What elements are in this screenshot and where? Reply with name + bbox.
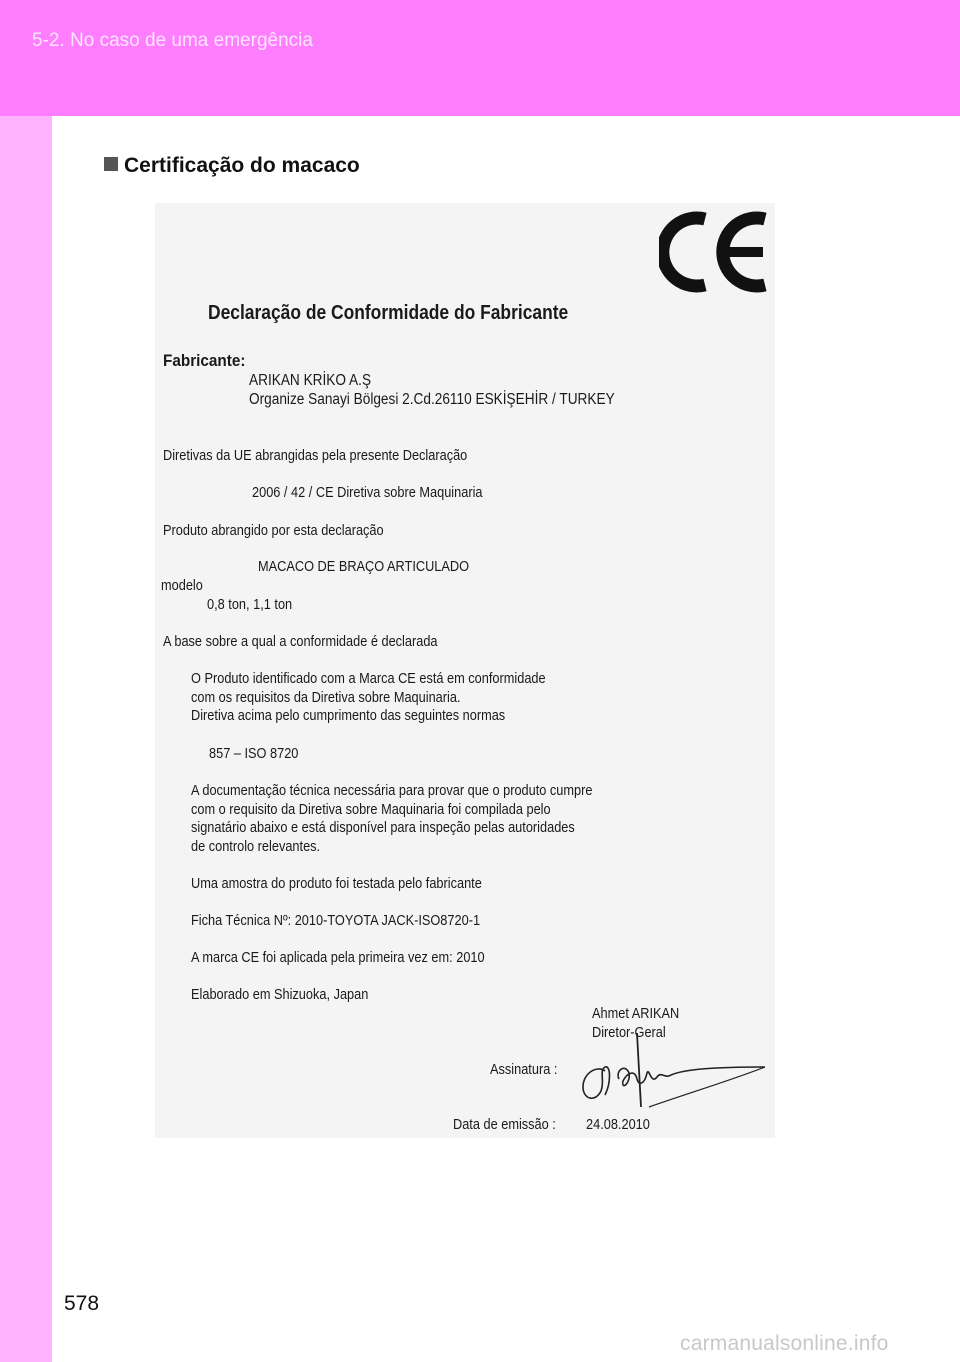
- documentation-line: com o requisito da Diretiva sobre Maquinaria foi compilada pelo: [191, 802, 551, 818]
- issued-at: Elaborado em Shizuoka, Japan: [191, 987, 369, 1003]
- ce-mark-icon: [659, 209, 769, 295]
- product-name: MACACO DE BRAÇO ARTICULADO: [258, 559, 470, 575]
- manufacturer-name: ARIKAN KRİKO A.Ş: [249, 372, 372, 389]
- signature-icon: [575, 1033, 771, 1113]
- page-number: 578: [64, 1292, 100, 1315]
- ce-first-applied: A marca CE foi aplicada pela primeira vez em: 2010: [191, 950, 485, 966]
- technical-file: Ficha Técnica Nº: 2010-TOYOTA JACK-ISO8720-1: [191, 913, 481, 929]
- basis-line: O Produto identificado com a Marca CE está em conformidade: [191, 671, 546, 687]
- watermark: carmanualsonline.info: [680, 1332, 889, 1355]
- manufacturer-label: Fabricante:: [163, 351, 246, 370]
- chapter-title: 5-2. No caso de uma emergência: [32, 30, 313, 51]
- header-band: [0, 0, 960, 116]
- section-title-text: Certificação do macaco: [124, 154, 360, 177]
- directives-label: Diretivas da UE abrangidas pela presente Declaração: [163, 448, 468, 464]
- documentation-line: de controlo relevantes.: [191, 839, 321, 855]
- signatory-name: Ahmet ARIKAN: [592, 1006, 680, 1022]
- signature-label: Assinatura :: [490, 1062, 558, 1078]
- section-heading: [104, 154, 360, 178]
- basis-line: Diretiva acima pelo cumprimento das seguintes normas: [191, 708, 506, 724]
- certificate-image: [155, 203, 775, 1138]
- declaration-title: Declaração de Conformidade do Fabricante: [208, 301, 569, 324]
- product-label: Produto abrangido por esta declaração: [163, 523, 384, 539]
- basis-line: com os requisitos da Diretiva sobre Maquinaria.: [191, 690, 461, 706]
- model-label: modelo: [161, 578, 203, 594]
- model-value: 0,8 ton, 1,1 ton: [207, 597, 293, 613]
- issue-date: 24.08.2010: [586, 1117, 650, 1133]
- signatory-title: Diretor-Geral: [592, 1025, 666, 1041]
- side-margin-band: [0, 116, 52, 1362]
- manufacturer-address: Organize Sanayi Bölgesi 2.Cd.26110 ESKİŞEHİR / TURKEY: [249, 391, 615, 408]
- documentation-line: signatário abaixo e está disponível para inspeção pelas autoridades: [191, 820, 575, 836]
- standard: 857 – ISO 8720: [209, 746, 299, 762]
- basis-label: A base sobre a qual a conformidade é declarada: [163, 634, 438, 650]
- documentation-line: A documentação técnica necessária para provar que o produto cumpre: [191, 783, 593, 799]
- issue-date-label: Data de emissão :: [453, 1117, 556, 1133]
- sample-statement: Uma amostra do produto foi testada pelo fabricante: [191, 876, 482, 892]
- directive: 2006 / 42 / CE Diretiva sobre Maquinaria: [252, 485, 483, 501]
- square-bullet-icon: [104, 157, 118, 171]
